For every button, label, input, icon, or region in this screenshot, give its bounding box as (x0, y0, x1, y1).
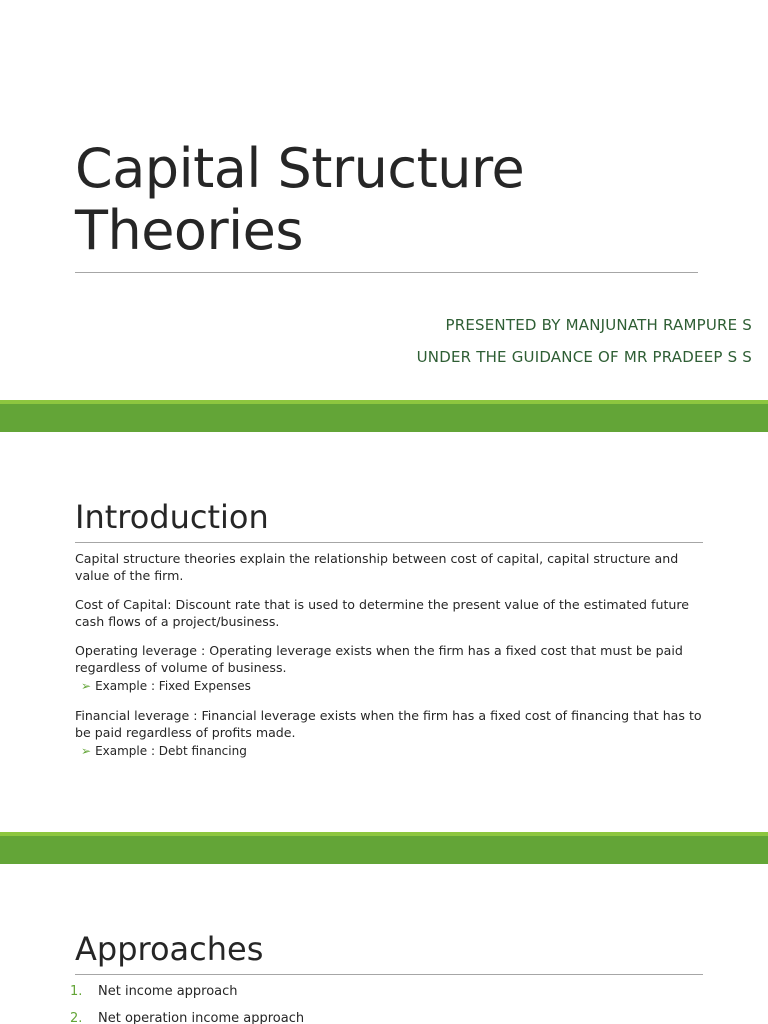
introduction-body (75, 550, 707, 772)
example-bullet-fixed-expenses (81, 678, 707, 695)
slide-separator (0, 400, 768, 432)
example-text: Example : Debt financing (95, 744, 247, 758)
introduction-divider (75, 542, 703, 543)
arrow-bullet-icon: ➢ (81, 679, 92, 693)
slide-introduction (0, 432, 768, 832)
list-item (60, 1009, 304, 1024)
approaches-list (60, 982, 304, 1024)
title-line-1: Capital Structure (75, 137, 525, 200)
arrow-bullet-icon: ➢ (81, 744, 92, 758)
slide-separator (0, 832, 768, 864)
title-divider (75, 272, 698, 273)
paragraph-definition: Capital structure theories explain the relationship between cost of capital, capital structure and value of the firm. (75, 551, 679, 583)
slide-title (0, 0, 768, 400)
example-bullet-debt-financing (81, 743, 707, 760)
title-line-2: Theories (75, 199, 304, 262)
list-label: Net income approach (98, 984, 238, 999)
list-label: Net operation income approach (98, 1011, 305, 1024)
slide-approaches (0, 864, 768, 1024)
list-number: 2. (70, 1011, 83, 1024)
slide-main-title (75, 138, 715, 262)
example-text: Example : Fixed Expenses (95, 679, 251, 693)
list-item (60, 982, 304, 1009)
paragraph-cost-of-capital: Cost of Capital: Discount rate that is used to determine the present value of the estimated future cash flows of a project/business. (75, 597, 690, 629)
approaches-divider (75, 974, 703, 975)
paragraph-financial-leverage: Financial leverage : Financial leverage exists when the firm has a fixed cost of financing that has to be paid regardless of profits made. (75, 708, 702, 740)
approaches-heading: Approaches (75, 930, 264, 968)
introduction-heading: Introduction (75, 498, 269, 536)
guidance-line: UNDER THE GUIDANCE OF MR PRADEEP S S (416, 348, 752, 366)
list-number: 1. (70, 984, 83, 999)
paragraph-operating-leverage: Operating leverage : Operating leverage exists when the firm has a fixed cost that must be paid regardless of volume of business. (75, 643, 683, 675)
presenter-line: PRESENTED BY MANJUNATH RAMPURE S (445, 316, 752, 334)
